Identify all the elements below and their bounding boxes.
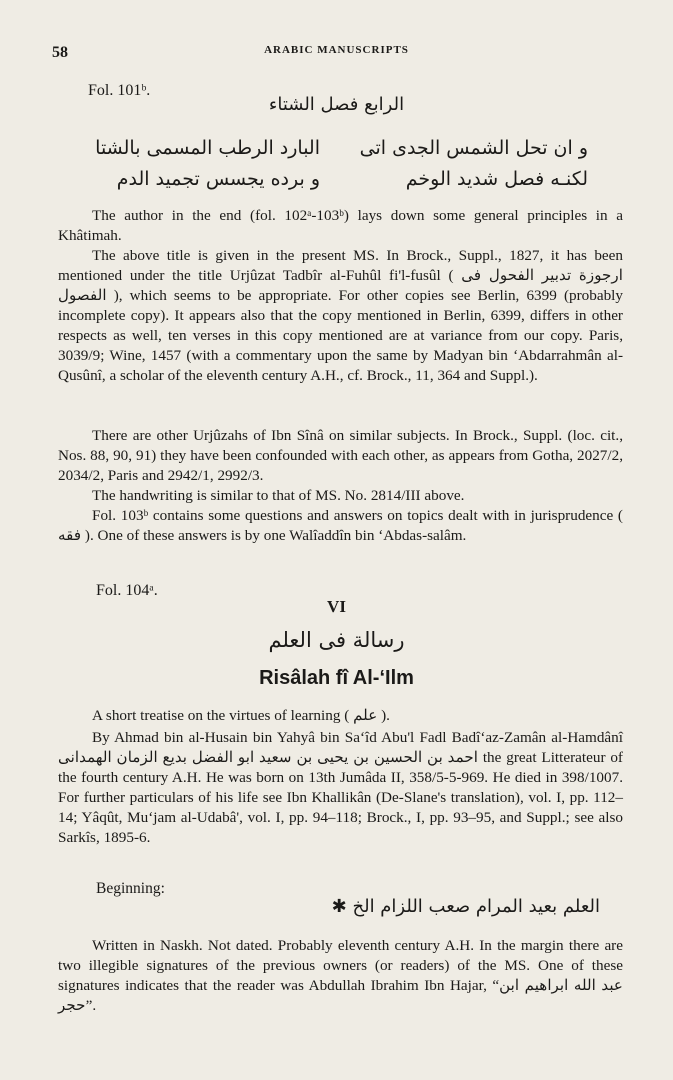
verse-line2-right: لكنـه فصل شديد الوخم <box>405 168 588 190</box>
folio-reference: Fol. 101ᵇ. <box>88 82 151 99</box>
section-number: VI <box>327 597 346 616</box>
paragraph-khatimah: The author in the end (fol. 102ᵃ-103ᵇ) lays down some general principles in a Khâtimah. <box>58 207 623 244</box>
folio-reference-2: Fol. 104ᵃ. <box>96 582 158 599</box>
running-head: ARABIC MANUSCRIPTS <box>264 44 409 56</box>
beginning-arabic-text: العلم بعيد المرام صعب اللزام الخ ✱ <box>331 896 600 917</box>
verse-line1-left: البارد الرطب المسمى بالشتا <box>95 137 320 159</box>
paragraph-title-notes: The above title is given in the present MS. In Brock., Suppl., 1827, it has been mentioned under the title Urjûzat Tadbîr al-Fuhûl fi'l-fusûl ( ارجوزة تدبير الفحول فى الفصول ), which seems to be appropriate. For other copies see Berlin, 6399 (probably incomplete copy). It appears also that the copy mentioned in Berlin, 6399, differs in other respects as well, ten verses in this copy mentioned are at variance from our copy. Paris, 3039/9; Wine, 1457 (with a commentary upon the same by Madyan bin ‘Abdarrahmân al-Qusûnî, a scholar of the eleventh century A.H., cf. Brock., 11, 364 and Suppl.). <box>58 247 623 384</box>
paragraph-written-in: Written in Naskh. Not dated. Probably eleventh century A.H. In the margin there are two illegible signatures of the previous owners (or readers) of the MS. One of these signatures indicates that the reader was Abdullah Ibrahim Ibn Hajar, “عبد الله ابراهيم ابن حجر”. <box>58 937 623 1014</box>
verse-title: الرابع فصل الشتاء <box>268 94 405 115</box>
paragraph-other-urjuzahs: There are other Urjûzahs of Ibn Sînâ on similar subjects. In Brock., Suppl. (loc. cit., Nos. 88, 90, 91) they have been confounded with each other, as appears from Gotha, 2027/2, 2034/2, Paris and 2942/1, 2992/3. <box>58 427 623 484</box>
paragraph-author-bio: By Ahmad bin al-Husain bin Yahyâ bin Sa‘îd Abu'l Fadl Badî‘az-Zamân al-Hamdânî احمد بن الحسين بن يحيى بن سعيد ابو الفضل بديع الزمان الهمدانى the great Litterateur of the fourth century A.H. He was born on 13th Jumâda II, 358/5-5-969. He died in 398/1007. For further particulars of his life see Ibn Khallikân (De-Slane's translation), vol. I, pp. 112–14; Yâqût, Mu‘jam al-Udabâ', vol. I, pp. 94–118; Brock., I, pp. 93–95, and Suppl.; see also Sarkîs, 1895-6. <box>58 729 623 846</box>
verse-line2-left: و برده يجسس تجميد الدم <box>116 168 320 190</box>
paragraph-short-treatise: A short treatise on the virtues of learning ( علم ). <box>92 707 390 724</box>
section-title: Risâlah fî Al-‘Ilm <box>259 667 414 689</box>
verse-line1-right: و ان تحل الشمس الجدى اتى <box>359 137 588 159</box>
paragraph-handwriting: The handwriting is similar to that of MS. No. 2814/III above. <box>92 487 465 504</box>
beginning-label: Beginning: <box>96 880 165 897</box>
paragraph-fol-103b: Fol. 103ᵇ contains some questions and answers on topics dealt with in jurisprudence ( فقه ). One of these answers is by one Walîaddîn bin ‘Abdas-salâm. <box>58 507 623 544</box>
page-number: 58 <box>52 44 68 61</box>
section-arabic-title: رسالة فى العلم <box>268 628 405 652</box>
